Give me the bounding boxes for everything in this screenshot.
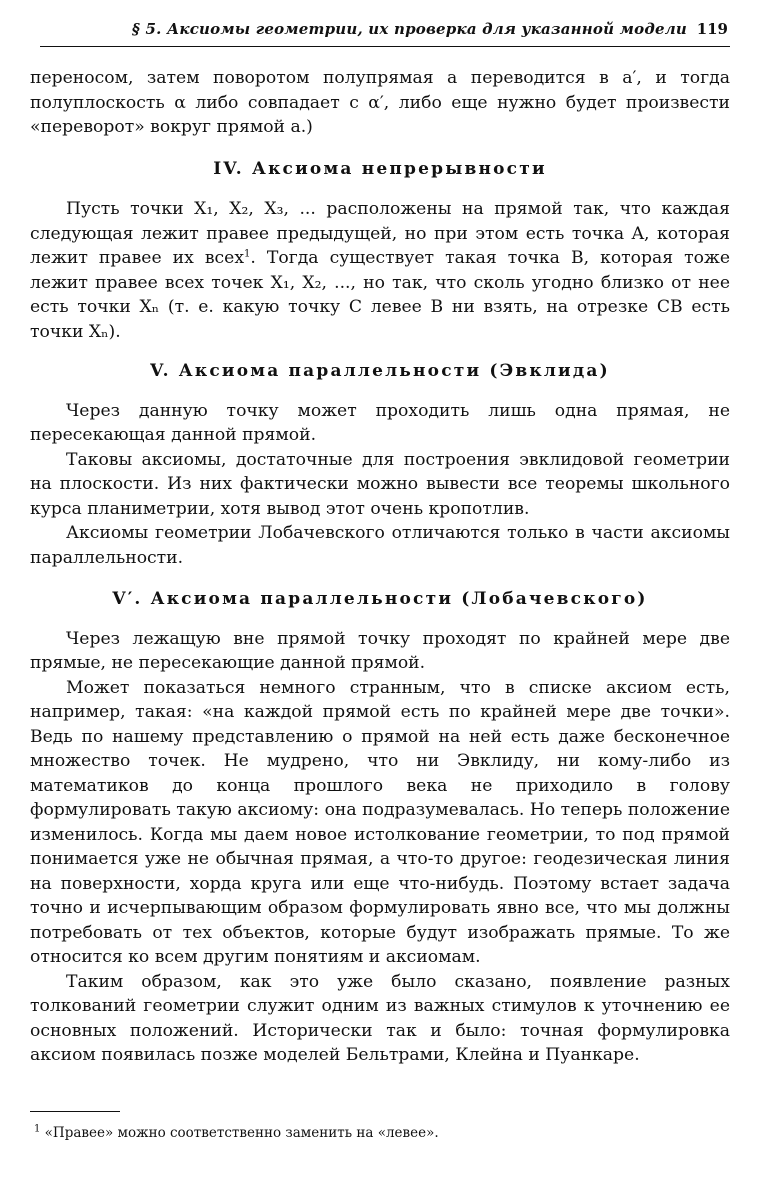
continuity-axiom-paragraph xyxy=(30,197,730,344)
heading-continuity-axiom: IV. Аксиома непрерывности xyxy=(213,158,547,179)
page-header xyxy=(40,18,730,47)
footnote xyxy=(30,1124,730,1142)
running-title: § 5. Аксиомы геометрии, их проверка для указанной модели xyxy=(132,20,687,38)
discussion-paragraph: Может показаться немного странным, что в списке аксиом есть, например, такая: «на каждой прямой есть по крайней мере две точки». Ведь по нашему представлению о прямой на ней есть даже бесконечное множество точек. Не мудрено, что ни Эвклиду, ни кому-либо из математиков до конца прошлого века не приходило в голову формулировать такую аксиому: она подразумевалась. Но теперь положение изменилось. Когда мы даем новое истолкование геометрии, то под прямой понимается уже не обычная прямая, а что-то другое: геодезическая линия на поверхности, хорда круга или еще что-нибудь. Поэтому встает задача точно и исчерпывающим образом формулировать явно все, что мы должны потребовать от тех объектов, которые будут изображать прямые. То же относится ко всем другим понятиям и аксиомам. xyxy=(30,677,730,967)
footnote-divider xyxy=(30,1111,120,1112)
intro-paragraph: переносом, затем поворотом полупрямая a переводится в a′, и тогда полуплоскость α либо совпадает с α′, либо еще нужно будет произвести «переворот» вокруг прямой a.) xyxy=(30,68,730,137)
footnote-reference: 1 xyxy=(244,248,251,260)
euclid-axiom-statement: Через данную точку может проходить лишь одна прямая, не пересекающая данной прямой. xyxy=(30,400,730,445)
lobachevsky-difference-paragraph: Аксиомы геометрии Лобачевского отличаются только в части аксиомы параллельности. xyxy=(30,523,730,568)
continuity-text-part1: Пусть точки X₁, X₂, X₃, ... расположены на прямой так, что каждая следующая лежит правее предыдущей, но при этом есть точка A, которая лежит правее их всех xyxy=(30,199,730,268)
main-text xyxy=(30,66,730,1068)
lobachevsky-axiom-statement: Через лежащую вне прямой точку проходят по крайней мере две прямые, не пересекающие данной прямой. xyxy=(30,628,730,673)
heading-euclid-parallel-axiom: V. Аксиома параллельности (Эвклида) xyxy=(150,361,610,381)
continuity-text-part2: . Тогда существует такая точка B, которая тоже лежит правее всех точек X₁, X₂, ..., но так, что сколь угодно близко от нее есть точки Xₙ (т. е. какую точку C левее B ни взять, на отрезке CB есть точки Xₙ). xyxy=(30,248,730,342)
conclusion-paragraph: Таким образом, как это уже было сказано, появление разных толкований геометрии служит одним из важных стимулов к уточнению ее основных положений. Исторически так и было: точная формулировка аксиом появилась позже моделей Бельтрами, Клейна и Пуанкаре. xyxy=(30,971,730,1065)
axioms-summary-paragraph: Таковы аксиомы, достаточные для построения эвклидовой геометрии на плоскости. Из них фактически можно вывести все теоремы школьного курса планиметрии, хотя вывод этот очень кропотлив. xyxy=(30,449,730,519)
heading-lobachevsky-parallel-axiom: V′. Аксиома параллельности (Лобачевского) xyxy=(112,589,648,609)
footnote-text: «Правее» можно соответственно заменить на «левее». xyxy=(40,1125,439,1141)
footnote-mark: 1 xyxy=(34,1123,41,1135)
page-number: 119 xyxy=(696,20,728,38)
